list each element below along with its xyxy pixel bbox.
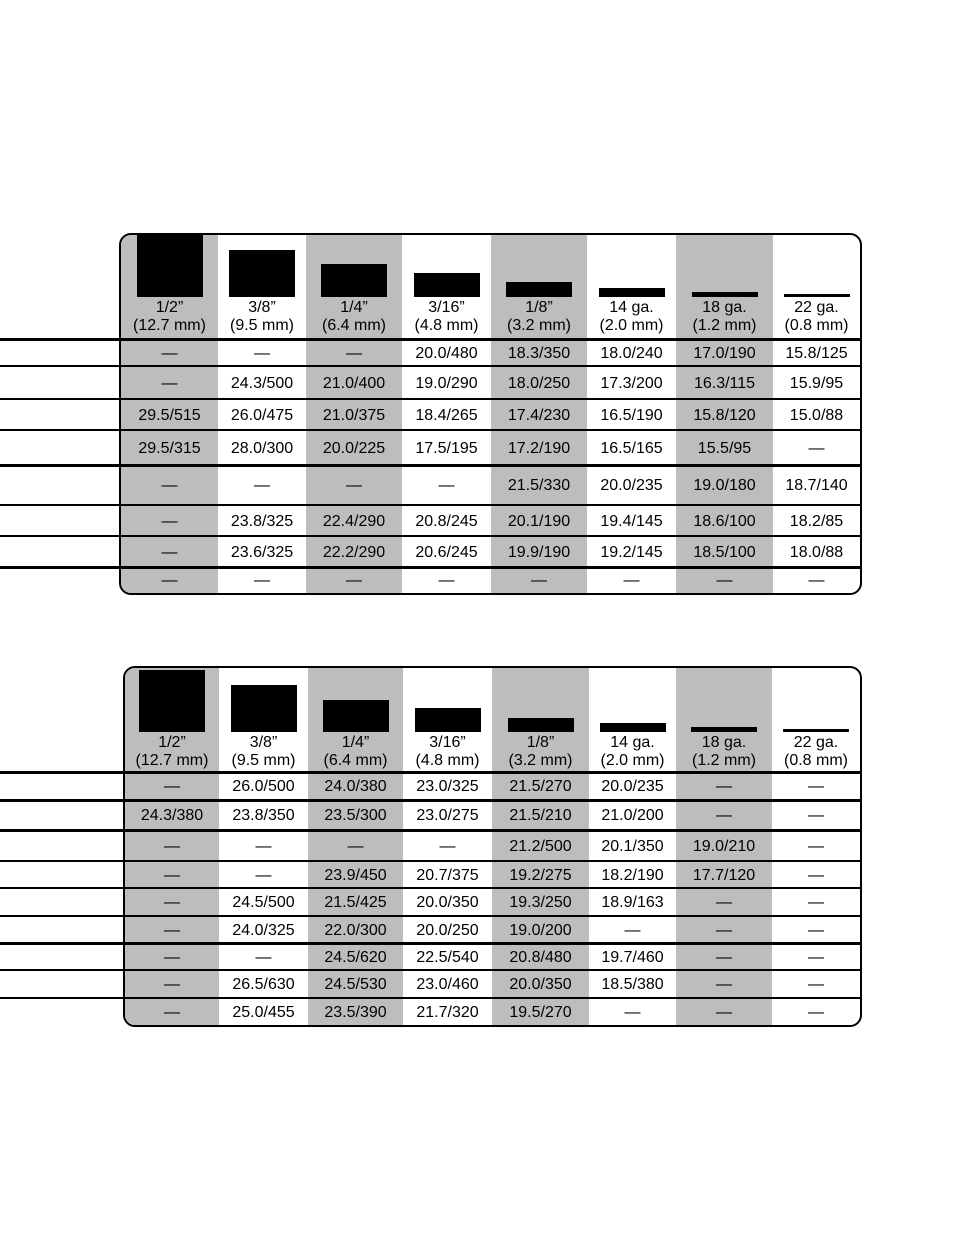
table-cell: 24.5/530: [324, 976, 387, 993]
table-cell: —: [716, 948, 732, 966]
table-cell: —: [716, 894, 732, 911]
table-cell: —: [439, 837, 456, 855]
table-cell: 23.6/325: [230, 543, 294, 561]
row-divider: [125, 915, 860, 917]
table-cell: 19.0/210: [692, 837, 756, 855]
row-line-extension: [0, 429, 121, 431]
column-header-size: 14 ga.: [609, 299, 654, 316]
row-line-extension: [0, 915, 125, 917]
table-cell: 29.5/515: [138, 406, 201, 424]
table-cell: 21.2/500: [509, 837, 572, 855]
column-header-size: 1/8”: [525, 299, 553, 316]
table-cell: 19.5/270: [509, 1003, 572, 1021]
table-cell: 23.0/460: [416, 976, 479, 993]
table-cell: —: [716, 572, 733, 589]
thickness-swatch-icon: [508, 718, 574, 732]
row-line-extension: [0, 771, 125, 774]
row-divider: [121, 504, 860, 506]
table-cell: 24.3/380: [140, 807, 204, 824]
table-cell: —: [438, 477, 455, 494]
column-header-size: 18 ga.: [702, 299, 747, 316]
column-header-metric: (1.2 mm): [692, 752, 756, 769]
row-divider: [125, 771, 860, 774]
table-cell: 26.0/500: [232, 778, 295, 795]
table-cell: 18.5/100: [693, 543, 756, 561]
row-divider: [125, 860, 860, 862]
row-line-extension: [0, 566, 121, 569]
table-cell: 21.0/400: [322, 374, 386, 392]
row-divider: [121, 338, 860, 341]
table-cell: —: [808, 572, 825, 589]
table-cell: 19.7/460: [601, 948, 664, 966]
table-cell: 18.4/265: [415, 406, 478, 424]
table-cell: 25.0/455: [232, 1003, 295, 1021]
row-divider: [121, 566, 860, 569]
column-header-metric: (0.8 mm): [784, 317, 849, 334]
table-cell: —: [164, 866, 180, 884]
row-divider: [121, 464, 860, 467]
table-cell: —: [808, 894, 824, 911]
table-cell: —: [347, 837, 364, 855]
row-divider: [121, 365, 860, 367]
table-cell: 29.5/315: [138, 439, 201, 457]
table-cell: 16.5/165: [600, 439, 663, 457]
column-header-metric: (1.2 mm): [692, 317, 757, 334]
row-divider: [125, 942, 860, 945]
column-header-size: 18 ga.: [701, 734, 747, 751]
table-cell: 15.9/95: [789, 374, 844, 392]
table-cell: 18.2/190: [601, 866, 664, 884]
table-cell: —: [716, 976, 732, 993]
table-cell: 21.0/200: [601, 807, 664, 824]
column-header-size: 22 ga.: [793, 734, 839, 751]
table-cell: —: [346, 477, 362, 494]
table-cell: 17.7/120: [692, 866, 756, 884]
table-cell: 20.7/375: [416, 866, 479, 884]
thickness-swatch-icon: [231, 685, 297, 732]
table-cell: 24.5/620: [324, 948, 387, 966]
table-cell: —: [164, 837, 180, 855]
table-cell: 15.8/125: [785, 344, 848, 362]
table-cell: 17.4/230: [507, 406, 571, 424]
row-line-extension: [0, 860, 125, 862]
thickness-swatch-icon: [321, 264, 387, 297]
table-cell: —: [161, 344, 178, 362]
table-cell: 17.0/190: [693, 344, 756, 362]
column-header-size: 22 ga.: [794, 299, 839, 316]
thickness-swatch-icon: [323, 700, 389, 732]
thickness-swatch-icon: [692, 292, 758, 297]
row-line-extension: [0, 365, 121, 367]
table-cell: —: [161, 477, 178, 494]
table-cell: 20.1/190: [507, 512, 571, 530]
table-cell: —: [438, 572, 455, 589]
table-cell: 18.5/380: [601, 976, 664, 993]
row-line-extension: [0, 997, 125, 999]
column-header-metric: (9.5 mm): [230, 317, 294, 334]
column-header-metric: (2.0 mm): [600, 752, 665, 769]
column-header-metric: (4.8 mm): [415, 752, 480, 769]
table-cell: 19.2/275: [509, 866, 572, 884]
column-header-metric: (6.4 mm): [323, 752, 388, 769]
table-cell: 22.5/540: [416, 948, 479, 966]
table-cell: —: [716, 778, 732, 795]
table-cell: 16.3/115: [693, 374, 756, 392]
thickness-swatch-icon: [137, 235, 203, 297]
table-cell: —: [808, 807, 824, 824]
column-header-metric: (12.7 mm): [135, 752, 209, 769]
table-cell: 26.0/475: [230, 406, 294, 424]
table-cell: 20.0/225: [322, 439, 386, 457]
column-header-metric: (12.7 mm): [133, 317, 206, 334]
table-cell: 15.8/120: [693, 406, 756, 424]
table-cell: 18.9/163: [601, 894, 664, 911]
table-cell: —: [161, 512, 178, 530]
table-cell: 21.7/320: [416, 1003, 479, 1021]
table-cell: 28.0/300: [230, 439, 294, 457]
table-cell: 20.0/250: [416, 921, 479, 939]
table-cell: —: [716, 921, 732, 939]
table-cell: —: [716, 1003, 732, 1021]
row-divider: [125, 997, 860, 999]
row-line-extension: [0, 969, 125, 971]
table-cell: 19.9/190: [507, 543, 571, 561]
column-header-metric: (2.0 mm): [599, 317, 664, 334]
column-header-metric: (3.2 mm): [507, 317, 571, 334]
table-cell: 24.0/325: [232, 921, 295, 939]
table-cell: 15.0/88: [789, 406, 844, 424]
column-header-size: 1/4”: [340, 299, 368, 316]
table-cell: —: [346, 572, 362, 589]
thickness-swatch-icon: [783, 729, 849, 732]
table-cell: 18.0/88: [789, 543, 844, 561]
table-cell: —: [164, 921, 180, 939]
table-cell: —: [624, 921, 641, 939]
table-cell: —: [164, 778, 180, 795]
table-cell: —: [164, 894, 180, 911]
table-cell: 23.0/325: [416, 778, 479, 795]
table-cell: 19.0/180: [693, 477, 756, 494]
table-cell: —: [346, 344, 362, 362]
table-cell: 20.0/350: [416, 894, 479, 911]
table-cell: —: [254, 344, 270, 362]
column-header-metric: (0.8 mm): [784, 752, 848, 769]
table-cell: —: [808, 837, 824, 855]
table-cell: —: [164, 1003, 180, 1021]
table-cell: 18.7/140: [785, 477, 848, 494]
table-cell: 20.8/480: [509, 948, 572, 966]
column-header-size: 1/4”: [341, 734, 370, 751]
column-header-size: 14 ga.: [610, 734, 655, 751]
row-divider: [121, 535, 860, 537]
table-cell: 20.1/350: [601, 837, 664, 855]
column-header-size: 3/8”: [248, 299, 276, 316]
table-cell: —: [161, 374, 178, 392]
table-cell: 19.3/250: [509, 894, 572, 911]
column-header-size: 3/8”: [249, 734, 278, 751]
table-cell: —: [531, 572, 547, 589]
table-cell: 16.5/190: [600, 406, 663, 424]
table-cell: 21.5/330: [507, 477, 571, 494]
row-line-extension: [0, 338, 121, 341]
table-cell: 26.5/630: [232, 976, 295, 993]
table-cell: 17.2/190: [507, 439, 571, 457]
table-cell: —: [808, 778, 824, 795]
thickness-table-2: [123, 666, 862, 1027]
table-cell: 21.5/425: [324, 894, 387, 911]
table-cell: —: [624, 1003, 641, 1021]
row-line-extension: [0, 464, 121, 467]
thickness-swatch-icon: [506, 282, 572, 297]
table-cell: —: [716, 807, 732, 824]
table-cell: 21.5/270: [509, 778, 572, 795]
table-cell: 21.5/210: [509, 807, 572, 824]
table-cell: 23.5/390: [324, 1003, 387, 1021]
table-cell: 20.0/235: [601, 778, 664, 795]
thickness-table-1: [119, 233, 862, 595]
column-header-size: 3/16”: [429, 734, 466, 751]
table-cell: 19.0/290: [415, 374, 478, 392]
table-cell: 22.2/290: [322, 543, 386, 561]
column-header-metric: (9.5 mm): [231, 752, 296, 769]
table-cell: 18.0/250: [507, 374, 571, 392]
table-cell: —: [808, 976, 824, 993]
table-cell: —: [808, 866, 824, 884]
thickness-swatch-icon: [139, 670, 205, 732]
table-cell: 24.3/500: [230, 374, 294, 392]
table-cell: 23.9/450: [324, 866, 387, 884]
table-cell: 21.0/375: [322, 406, 386, 424]
table-cell: 23.8/350: [232, 807, 295, 824]
table-cell: 23.5/300: [324, 807, 387, 824]
row-divider: [125, 969, 860, 971]
table-cell: 17.3/200: [600, 374, 663, 392]
thickness-swatch-icon: [599, 288, 665, 297]
table-cell: 18.6/100: [693, 512, 756, 530]
table-cell: 15.5/95: [697, 439, 752, 457]
table-cell: —: [623, 572, 640, 589]
table-cell: 20.6/245: [415, 543, 478, 561]
table-cell: 18.3/350: [507, 344, 571, 362]
row-line-extension: [0, 799, 125, 802]
column-header-size: 1/2”: [155, 299, 184, 316]
column-header-size: 1/2”: [158, 734, 186, 751]
table-cell: —: [161, 543, 178, 561]
table-cell: 22.0/300: [324, 921, 387, 939]
table-cell: —: [808, 948, 824, 966]
table-cell: —: [254, 572, 270, 589]
row-divider: [121, 398, 860, 400]
table-cell: —: [164, 976, 180, 993]
table-cell: 19.2/145: [600, 543, 663, 561]
table-cell: 18.2/85: [789, 512, 844, 530]
table-cell: 23.8/325: [230, 512, 294, 530]
row-line-extension: [0, 398, 121, 400]
thickness-swatch-icon: [784, 294, 850, 297]
table-cell: 20.8/245: [415, 512, 478, 530]
thickness-swatch-icon: [229, 250, 295, 297]
table-cell: 22.4/290: [322, 512, 386, 530]
table-cell: —: [255, 837, 272, 855]
table-cell: 24.5/500: [232, 894, 295, 911]
table-cell: —: [808, 439, 825, 457]
table-cell: —: [161, 572, 178, 589]
row-divider: [125, 829, 860, 832]
row-line-extension: [0, 504, 121, 506]
table-cell: 23.0/275: [416, 807, 479, 824]
table-cell: 19.0/200: [509, 921, 572, 939]
thickness-swatch-icon: [415, 708, 481, 732]
thickness-swatch-icon: [414, 273, 480, 297]
table-cell: —: [164, 948, 180, 966]
column-header-size: 3/16”: [428, 299, 465, 316]
table-cell: —: [254, 477, 270, 494]
table-cell: —: [255, 948, 272, 966]
table-cell: 20.0/350: [509, 976, 572, 993]
table-cell: 17.5/195: [415, 439, 478, 457]
column-header-metric: (6.4 mm): [322, 317, 386, 334]
thickness-swatch-icon: [691, 727, 757, 732]
table-cell: 20.0/480: [415, 344, 478, 362]
table-cell: 20.0/235: [600, 477, 663, 494]
row-divider: [125, 799, 860, 802]
row-line-extension: [0, 887, 125, 889]
column-header-metric: (4.8 mm): [414, 317, 479, 334]
column-header-size: 1/8”: [526, 734, 555, 751]
table-cell: 18.0/240: [600, 344, 663, 362]
table-cell: —: [255, 866, 272, 884]
row-divider: [121, 429, 860, 431]
thickness-swatch-icon: [600, 723, 666, 732]
column-header-metric: (3.2 mm): [508, 752, 573, 769]
table-cell: 24.0/380: [324, 778, 387, 795]
row-line-extension: [0, 942, 125, 945]
row-divider: [125, 887, 860, 889]
table-cell: 19.4/145: [600, 512, 663, 530]
table-cell: —: [808, 921, 824, 939]
row-line-extension: [0, 829, 125, 832]
row-line-extension: [0, 535, 121, 537]
table-cell: —: [808, 1003, 824, 1021]
